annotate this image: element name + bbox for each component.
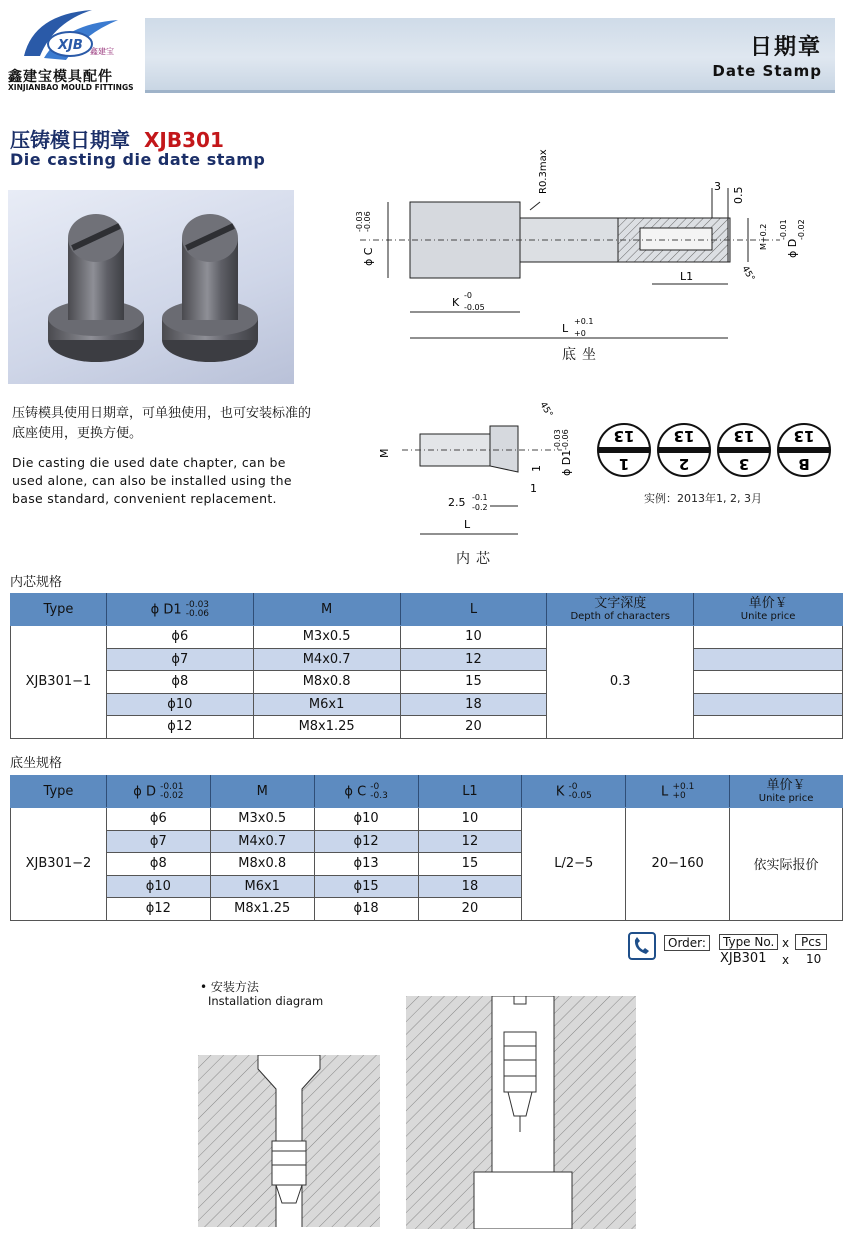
base-l-tol-bot: +0 [574, 329, 586, 338]
base-header-price-cn: 单价￥ [766, 777, 806, 793]
table-row [11, 716, 843, 739]
core-header-l: L [400, 594, 547, 626]
core-header-d1-label: ϕ D1 [150, 602, 182, 617]
base-header-d-label: ϕ D [133, 784, 156, 799]
base-l1-cell: 12 [418, 830, 522, 853]
example-stamp [776, 422, 832, 478]
base-phi-c-tol-top: -0.03 [355, 211, 364, 232]
example-stamp-top: 13 [733, 427, 755, 445]
core-price-cell [694, 716, 843, 739]
table-row [11, 648, 843, 671]
core-l-cell: 15 [400, 671, 547, 694]
base-phi-d-tol-bot: -0.02 [797, 219, 806, 240]
core-price-cell [694, 626, 843, 649]
base-phi-c-tol-bot: -0.06 [363, 211, 372, 232]
core-table-title: 内芯规格 [10, 575, 63, 590]
base-k-tol-top: -0 [464, 291, 472, 300]
core-l-cell: 18 [400, 693, 547, 716]
example-stamp-bottom: 2 [678, 455, 690, 473]
core-m-cell: M3x0.5 [253, 626, 400, 649]
base-c-cell: ϕ12 [314, 830, 418, 853]
core-header-d1 [106, 594, 253, 626]
base-angle: 45° [739, 264, 757, 284]
base-d-cell: ϕ10 [106, 875, 210, 898]
base-technical-drawing [340, 140, 810, 365]
base-l1-cell: 18 [418, 875, 522, 898]
product-photo [8, 190, 294, 384]
core-header-price-cn: 单价￥ [748, 595, 788, 611]
core-m-cell: M4x0.7 [253, 648, 400, 671]
base-header-c-label: ϕ C [344, 784, 367, 799]
page-title-cn: 日期章 [749, 35, 822, 60]
base-k-cell: L/2−5 [522, 808, 626, 921]
base-l1-cell: 15 [418, 853, 522, 876]
base-l-tol-top: +0.1 [574, 317, 594, 326]
base-r-label: R0.3max [538, 149, 549, 194]
core-price-cell [694, 648, 843, 671]
logo-badge-text: XJB [58, 38, 83, 53]
base-header-l-tol-top: +0.1 [672, 781, 695, 792]
page-title-en: Date Stamp [712, 62, 822, 80]
core-header-depth [547, 594, 694, 626]
base-l1: L1 [680, 270, 694, 283]
base-caption: 底坐 [562, 347, 602, 363]
product-title-cn: 压铸模日期章 [10, 128, 130, 152]
core-phi-d1-tol-top: -0.03 [553, 429, 562, 450]
core-m-cell: M8x0.8 [253, 671, 400, 694]
logo-brand-small: 鑫建宝 [90, 47, 114, 56]
core-dim-1a: 1 [530, 465, 543, 472]
core-header-d1-tol-top: -0.03 [185, 599, 210, 610]
core-technical-drawing [372, 380, 582, 550]
example-stamp-top: 13 [673, 427, 695, 445]
table-row [11, 626, 843, 649]
table-row [11, 671, 843, 694]
example-stamps [596, 422, 832, 480]
base-m-cell: M6x1 [210, 875, 314, 898]
order-type-no: Type No. [719, 934, 778, 950]
core-phi-d1: ϕ D1 [560, 449, 573, 476]
core-dim-25: 2.5 [448, 496, 466, 509]
installation-title-en: Installation diagram [208, 994, 324, 1008]
base-header-k-label: K [555, 784, 565, 799]
core-type-cell: XJB301−1 [11, 626, 107, 739]
base-header-l-label: L [661, 784, 669, 799]
example-stamp-bottom: B [798, 455, 810, 473]
base-header-d [106, 776, 210, 808]
base-header-k-tol-bot: -0.05 [568, 790, 592, 801]
base-header-type: Type [11, 776, 107, 808]
example-stamp-bottom: 3 [738, 455, 750, 473]
base-header-m: M [210, 776, 314, 808]
base-c-cell: ϕ18 [314, 898, 418, 921]
core-l-cell: 10 [400, 626, 547, 649]
base-header-price-en: Unite price [758, 792, 814, 804]
product-description-en: Die casting die used date chapter, can be used alone, can also be installed using the base standard, convenient replacement. [12, 455, 292, 506]
core-d1-cell: ϕ8 [106, 671, 253, 694]
logo-en-text: XINJIANBAO MOULD FITTINGS [8, 83, 134, 92]
base-spec-table [10, 775, 843, 921]
base-price-cell: 依实际报价 [730, 808, 843, 921]
core-l: L [464, 518, 471, 531]
product-title [10, 124, 224, 153]
core-header-price [694, 594, 843, 626]
core-dim-25-tol-bot: -0.2 [472, 503, 488, 512]
core-header-price-en: Unite price [740, 610, 796, 622]
base-l1-cell: 20 [418, 898, 522, 921]
example-stamp [656, 422, 712, 478]
core-spec-table [10, 593, 843, 739]
order-pcs: Pcs [795, 934, 827, 950]
base-d-cell: ϕ8 [106, 853, 210, 876]
base-phi-d-tol-top: -0.01 [779, 219, 788, 240]
installation-diagram-right [406, 996, 636, 1229]
base-c-cell: ϕ13 [314, 853, 418, 876]
base-l: L [562, 322, 569, 335]
example-stamp [596, 422, 652, 478]
phone-icon [628, 932, 656, 960]
base-m-cell: M4x0.7 [210, 830, 314, 853]
product-description-cn: 压铸模具使用日期章，可单独使用，也可安装标准的底座使用，更换方便。 [12, 406, 312, 441]
core-header-type: Type [11, 594, 107, 626]
core-l-cell: 12 [400, 648, 547, 671]
order-example-code: XJB301 [720, 951, 767, 966]
base-c-cell: ϕ15 [314, 875, 418, 898]
base-header-d-tol-top: -0.01 [160, 781, 184, 792]
base-m-cell: M8x0.8 [210, 853, 314, 876]
base-header-l-tol-bot: +0 [672, 790, 686, 801]
base-phi-c: ϕ C [362, 247, 375, 266]
base-m-cell: M8x1.25 [210, 898, 314, 921]
example-stamp [716, 422, 772, 478]
core-d1-cell: ϕ10 [106, 693, 253, 716]
base-m-label: M+0.2 [759, 223, 768, 250]
base-header-k-tol-top: -0 [568, 781, 578, 792]
base-d-cell: ϕ12 [106, 898, 210, 921]
base-header-price [730, 776, 843, 808]
base-header-c-tol-bot: -0.3 [370, 790, 388, 801]
base-c-cell: ϕ10 [314, 808, 418, 831]
core-price-cell [694, 671, 843, 694]
base-l-cell: 20−160 [626, 808, 730, 921]
company-logo [14, 4, 134, 68]
base-l1-cell: 10 [418, 808, 522, 831]
base-type-cell: XJB301−2 [11, 808, 107, 921]
base-k: K [452, 296, 460, 309]
core-header-depth-cn: 文字深度 [594, 595, 647, 611]
core-header-depth-en: Depth of characters [570, 610, 671, 622]
core-d1-cell: ϕ12 [106, 716, 253, 739]
base-m-cell: M3x0.5 [210, 808, 314, 831]
example-stamp-bottom: 1 [618, 455, 630, 473]
base-k-tol-bot: -0.05 [464, 303, 485, 312]
base-header-c-tol-top: -0 [370, 781, 380, 792]
core-dim-1b: 1 [530, 482, 537, 495]
order-example-qty: 10 [806, 952, 822, 966]
base-table-title: 底坐规格 [10, 756, 63, 771]
core-header-m: M [253, 594, 400, 626]
base-header-l1: L1 [418, 776, 522, 808]
base-d-cell: ϕ6 [106, 808, 210, 831]
core-d1-cell: ϕ6 [106, 626, 253, 649]
header-band [145, 18, 835, 93]
base-dim-05: 0.5 [732, 186, 745, 204]
product-title-en: Die casting die date stamp [10, 150, 266, 169]
core-price-cell [694, 693, 843, 716]
core-depth-cell: 0.3 [547, 626, 694, 739]
example-caption: 实例：2013年1, 2, 3月 [644, 492, 762, 505]
installation-diagram-left [198, 1055, 380, 1227]
core-d1-cell: ϕ7 [106, 648, 253, 671]
order-x-2: x [782, 953, 790, 967]
core-l-cell: 20 [400, 716, 547, 739]
core-m-cell: M8x1.25 [253, 716, 400, 739]
core-m: M [378, 448, 391, 458]
table-row [11, 693, 843, 716]
core-phi-d1-tol-bot: -0.06 [561, 429, 570, 450]
logo-cn-text: 鑫建宝模具配件 [8, 69, 113, 85]
core-dim-25-tol-top: -0.1 [472, 493, 488, 502]
order-label: Order: [664, 935, 710, 951]
base-dim-3: 3 [714, 180, 721, 193]
example-stamp-top: 13 [793, 427, 815, 445]
base-phi-d: ϕ D [786, 238, 799, 258]
order-x-1: x [782, 936, 790, 950]
base-header-k [522, 776, 626, 808]
table-row [11, 808, 843, 831]
core-caption: 内芯 [456, 551, 496, 567]
base-header-d-tol-bot: -0.02 [160, 790, 184, 801]
product-code: XJB301 [144, 128, 224, 152]
core-header-d1-tol-bot: -0.06 [185, 608, 210, 619]
core-m-cell: M6x1 [253, 693, 400, 716]
example-stamp-top: 13 [613, 427, 635, 445]
installation-title-cn: • 安装方法 [200, 980, 259, 994]
core-angle: 45° [537, 400, 555, 420]
base-header-l [626, 776, 730, 808]
base-d-cell: ϕ7 [106, 830, 210, 853]
date-stamp-photo [8, 190, 294, 384]
base-header-c [314, 776, 418, 808]
